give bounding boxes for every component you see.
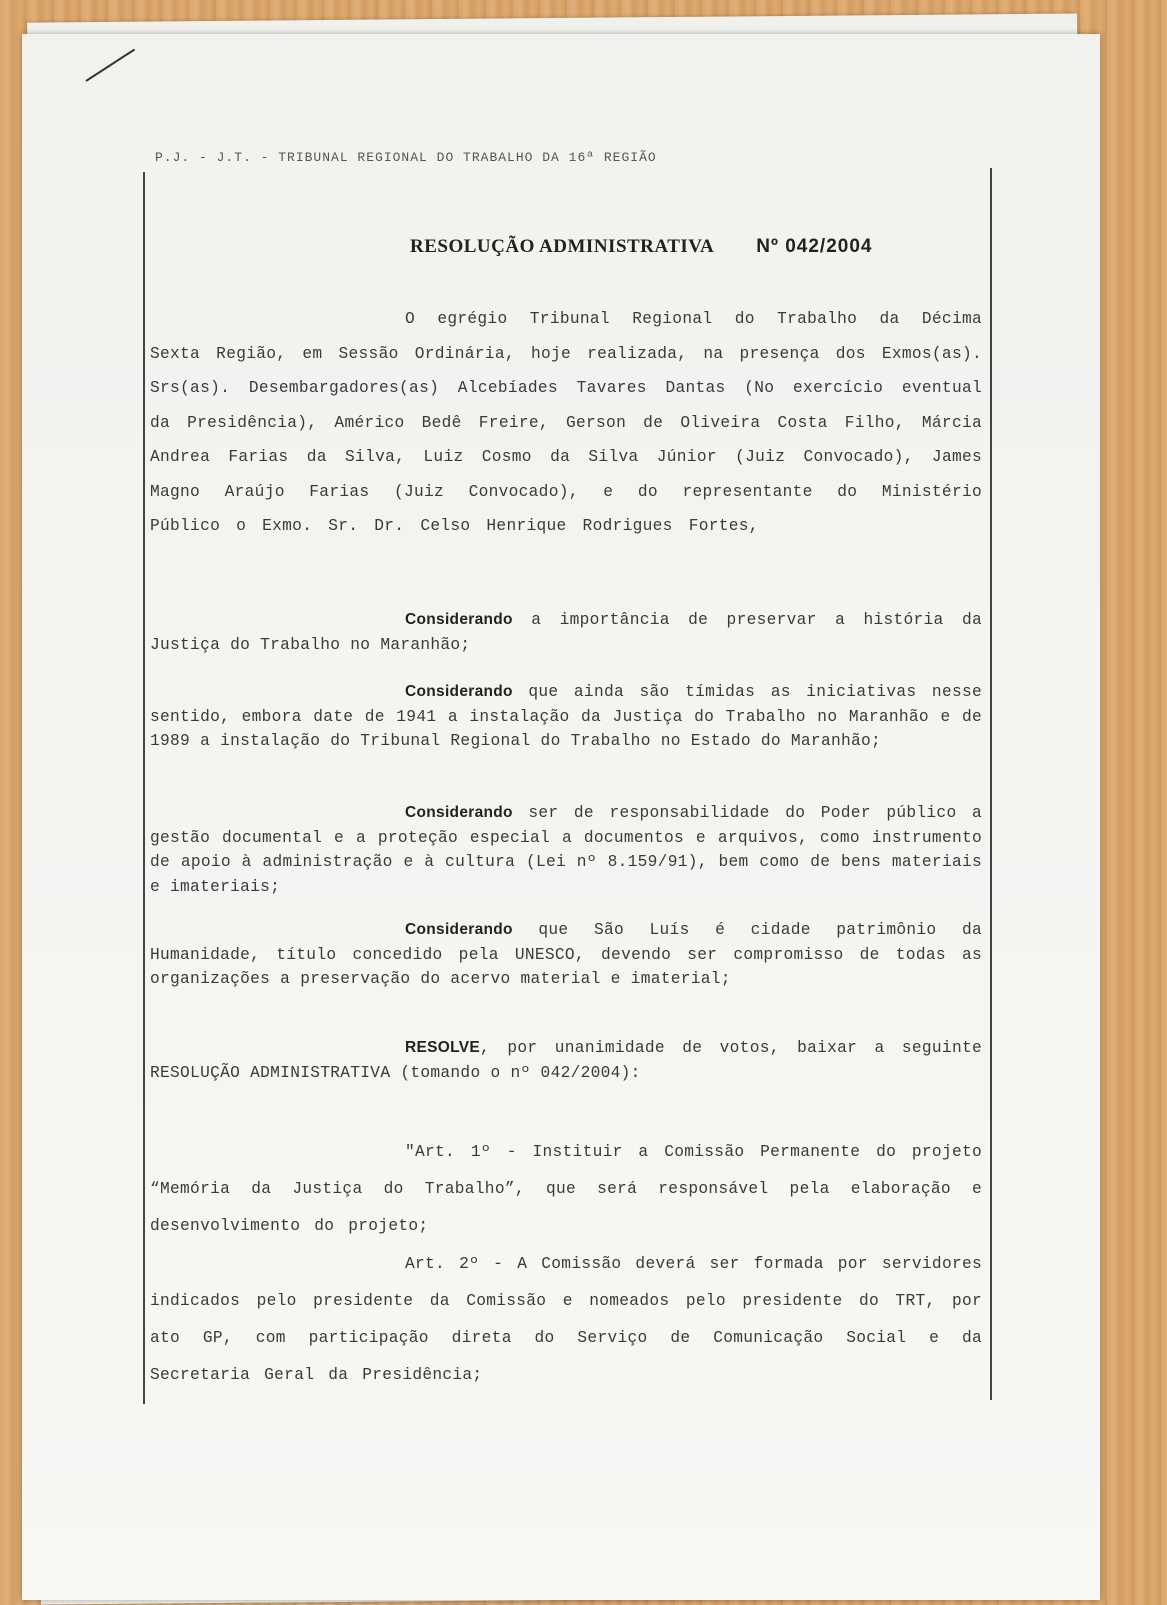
considerando-2 [150,680,982,754]
considerando-text: ser de responsabilidade do Poder público a gestão documental e a proteção especial a documentos e arquivos, como instrumento de apoio à administração e à cultura (Lei nº 8.159/91), bem como de bens materiais e imateriais; [150,804,983,896]
considerando-label: Considerando [405,611,513,628]
resolve-paragraph [150,1036,982,1085]
court-header: P.J. - J.T. - TRIBUNAL REGIONAL DO TRABALHO DA 16ª REGIÃO [155,150,657,165]
considerando-label: Considerando [405,921,513,938]
article-text: "Art. 1º - Instituir a Comissão Permanente do projeto “Memória da Justiça do Trabalho”, que será responsável pela elaboração e desenvolvimento do projeto; [150,1143,982,1235]
considerando-3 [150,801,982,899]
opening-text: O egrégio Tribunal Regional do Trabalho da Décima Sexta Região, em Sessão Ordinária, hoje realizada, na presença dos Exmos(as). Srs(as). Desembargadores(as) Alcebíades Tavares Dantas (No exercício eventual da Presidência), Américo Bedê Freire, Gerson de Oliveira Costa Filho, Márcia Andrea Farias da Silva, Luiz Cosmo da Silva Júnior (Juiz Convocado), James Magno Araújo Farias (Juiz Convocado), e do representante do Ministério Público o Exmo. Sr. Dr. Celso Henrique Rodrigues Fortes, [150,310,982,535]
article-text: Art. 2º - A Comissão deverá ser formada por servidores indicados pelo presidente da Comissão e nomeados pelo presidente do TRT, por ato GP, com participação direta do Serviço de Comunicação Social e da Secretaria Geral da Presidência; [150,1255,982,1384]
article-1 [150,1134,982,1245]
considerando-text: que São Luís é cidade patrimônio da Humanidade, título concedido pela UNESCO, devendo ser compromisso de todas as organizações a preservação do acervo material e imaterial; [150,921,982,988]
resolve-text: , por unanimidade de votos, baixar a seguinte RESOLUÇÃO ADMINISTRATIVA (tomando o nº 042/2004): [150,1039,982,1082]
considerando-1 [150,608,982,657]
considerando-text: a importância de preservar a história da Justiça do Trabalho no Maranhão; [150,611,982,654]
title-label: RESOLUÇÃO ADMINISTRATIVA [410,236,715,257]
considerando-label: Considerando [405,804,513,821]
considerando-text: que ainda são tímidas as iniciativas nesse sentido, embora date de 1941 a instalação da Justiça do Trabalho no Maranhão e de 1989 a instalação do Tribunal Regional do Trabalho no Estado do Maranhão; [150,683,983,750]
title-number: Nº 042/2004 [756,236,873,257]
resolve-label: RESOLVE [405,1039,481,1056]
opening-paragraph [150,302,982,544]
right-margin-line [990,168,992,1400]
article-2 [150,1246,982,1394]
document-title [410,236,872,258]
left-margin-line [143,172,145,1404]
considerando-label: Considerando [405,683,513,700]
considerando-4 [150,918,982,992]
